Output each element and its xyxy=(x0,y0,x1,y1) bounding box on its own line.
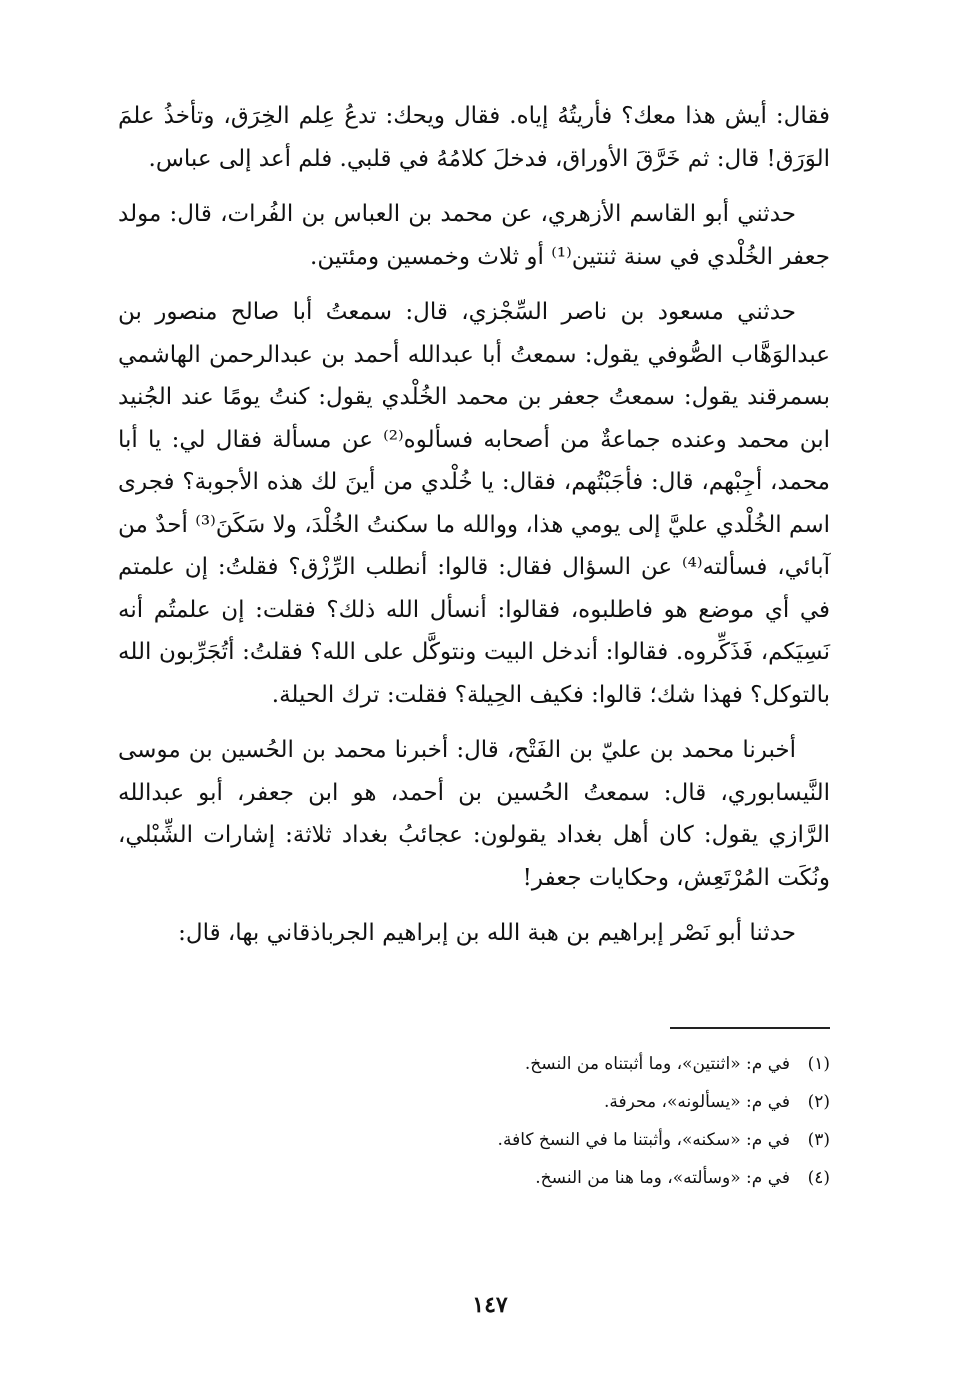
footnote-number: (٢) xyxy=(807,1092,830,1112)
footnote-text: في م: «اثنتين»، وما أثبتناه من النسخ. xyxy=(524,1054,790,1074)
paragraph: حدثني مسعود بن ناصر السِّجْزي، قال: سمعتُ أبا صالح منصور بن عبدالوَهَّاب الصُّوفي يقول: سمعتُ أبا عبدالله أحمد بن عبدالرحمن الهاشمي بسمرقند يقول: سمعتُ جعفر بن محمد الخُلْدي يقول: كنتُ يومًا عند الجُنيد ابن محمد وعنده جماعةٌ من أصحابه فسألوه⁽²⁾ عن مسألة فقال لي: يا أبا محمد، أجِبْهم، قال: فأجَبْتُهم، فقال: يا خُلْدي من أينَ لك هذه الأجوبة؟ فجرى اسم الخُلْدي عليَّ إلى يومي هذا، ووالله ما سكنتُ الخُلْدَ، ولا سَكَنَ⁽³⁾ أحدٌ من آبائي، فسألته⁽⁴⁾ عن السؤال فقال: قالوا: أنطلب الرِّزْق؟ فقلتُ: إن علمتم في أي موضع هو فاطلبوه، فقالوا: أنسأل الله ذلك؟ فقلت: إن علمتُم أنه نَسِيَكم، فَذَكِّروه. فقالوا: أندخل البيت ونتوكَّل على الله؟ فقلتُ: أتُجَرِّبون الله بالتوكل؟ فهذا شك؛ قالوا: فكيف الحِيلة؟ فقلت: ترك الحيلة. xyxy=(118,299,830,708)
footnote-text: في م: «وسألته»، وما هنا من النسخ. xyxy=(535,1168,790,1188)
paragraph: فقال: أيش هذا معك؟ فأريتُهُ إياه. فقال ويحك: تدعُ عِلم الخِرَق، وتأخذُ علمَ الوَرَق! قال: ثم خَرَّقَ الأوراق، فدخلَ كلامُهُ في قلبي. فلم أعد إلى عباس. xyxy=(118,103,830,172)
footnotes xyxy=(380,1045,830,1197)
footnote xyxy=(380,1045,830,1083)
footnote-text: في م: «سكنه»، وأثبتنا ما في النسخ كافة. xyxy=(497,1130,790,1150)
footnote-text: في م: «يسألونه»، محرفة. xyxy=(603,1092,790,1112)
paragraph: أخبرنا محمد بن عليّ بن الفَتْح، قال: أخبرنا محمد بن الحُسين بن موسى النَّيسابوري، قال: سمعتُ الحُسين بن أحمد، هو ابن جعفر، أبو عبدالله الرَّازي يقول: كان أهل بغداد يقولون: عجائبُ بغداد ثلاثة: إشارات الشِّبْلي، ونُكَت المُرْتَعِش، وحكايات جعفر! xyxy=(118,737,830,891)
footnote xyxy=(380,1083,830,1121)
footnote xyxy=(380,1121,830,1159)
paragraph: حدثني أبو القاسم الأزهري، عن محمد بن العباس بن الفُرات، قال: مولد جعفر الخُلْدي في سنة ثنتين⁽¹⁾ أو ثلاث وخمسين ومئتين. xyxy=(118,201,830,270)
footnote-number: (٣) xyxy=(807,1130,830,1150)
paragraph: حدثنا أبو نَصْر إبراهيم بن هبة الله بن إبراهيم الجرباذقاني بها، قال: xyxy=(178,920,796,946)
page-number: ١٤٧ xyxy=(472,1292,508,1318)
footnote-number: (١) xyxy=(807,1054,830,1074)
main-text xyxy=(118,95,830,968)
footnote-separator xyxy=(670,1027,830,1029)
footnote-number: (٤) xyxy=(807,1168,830,1188)
footnote xyxy=(380,1159,830,1197)
